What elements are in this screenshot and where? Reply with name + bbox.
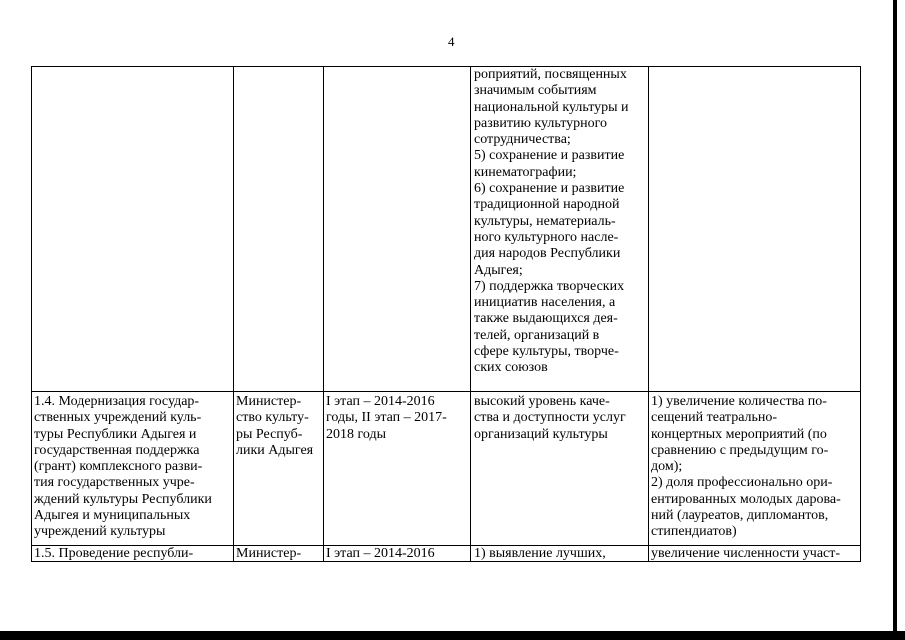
table-cell-activity: 1.5. Проведение республи- [34,546,194,561]
program-table [31,66,861,562]
table-border-top [31,66,861,67]
row-divider [31,391,861,392]
table-cell-result: высокий уровень каче- ства и доступности услуг организаций культуры [474,394,626,442]
table-cell-period: I этап – 2014-2016 годы, II этап – 2017- 2018 годы [326,394,447,442]
table-cell-executor: Министер- ство культу- ры Респуб- лики Адыгея [236,394,314,458]
scan-edge-right [893,0,897,640]
table-cell-indicator: 1) увеличение количества по- сещений театрально- концертных мероприятий (по сравнению с предыдущим го- дом); 2) доля профессионально ори- ентированных молодых дарова- ний (лауреатов, дипломантов, стипендиатов) [651,394,841,540]
table-cell-result: 1) выявление лучших, [474,546,606,561]
column-divider [648,66,649,562]
column-divider [233,66,234,562]
table-cell-activity: 1.4. Модернизация государ- ственных учреждений куль- туры Республики Адыгея и государственная поддержка (грант) комплексного разви- тия государственных учре- ждений культуры Республики Адыгея и муниципальных учреждений культуры [34,394,212,540]
column-divider [860,66,861,562]
column-divider [470,66,471,562]
column-divider [31,66,32,562]
continued-measures-text: роприятий, посвященных значимым событиям национальной культуры и развитию культурного сотрудничества; 5) сохранение и развитие кинематографии; 6) сохранение и развитие традиционной народной культуры, нематериаль- ного культурного насле- дия народов Республики Адыгея; 7) поддержка творческих инициатив населения, а также выдающихся дея- телей, организаций в сфере культуры, творче- ских союзов [474,67,629,376]
table-cell-indicator: увеличение численности участ- [651,546,841,561]
column-divider [323,66,324,562]
table-cell-period: I этап – 2014-2016 [326,546,435,561]
scan-edge-bottom [0,631,905,640]
page-number: 4 [448,34,455,49]
table-cell-executor: Министер- [236,546,302,561]
